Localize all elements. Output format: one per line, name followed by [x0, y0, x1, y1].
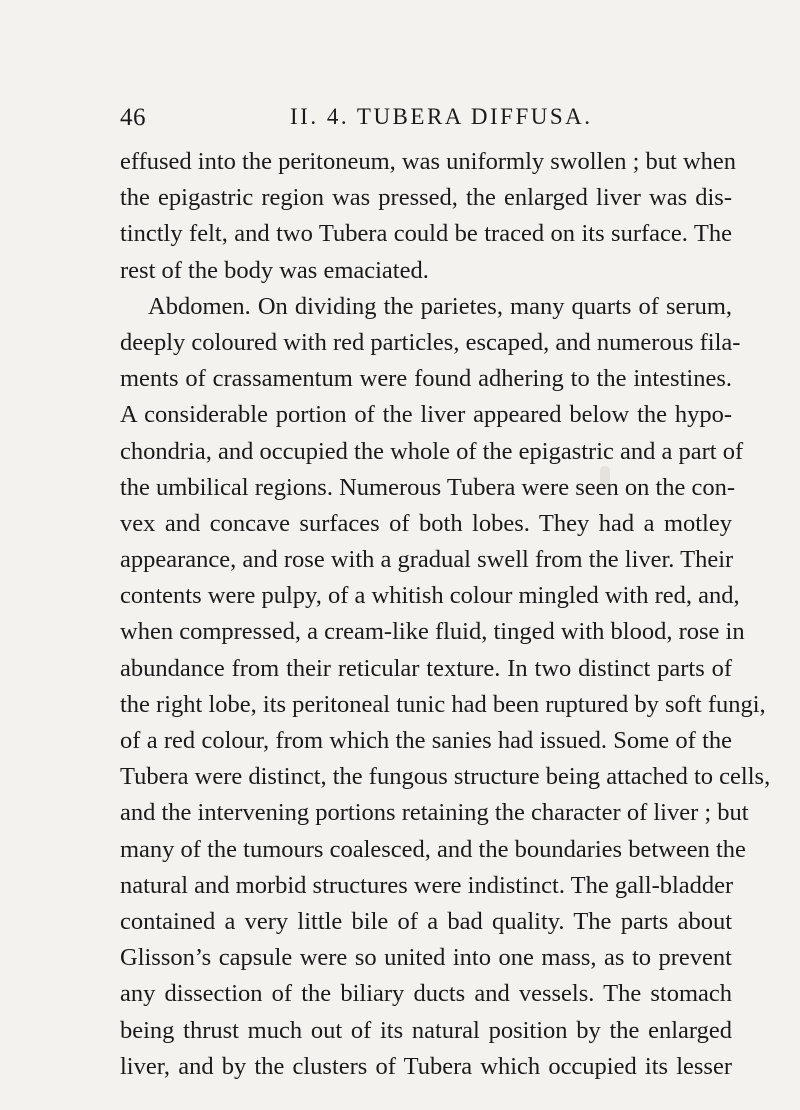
- running-title: II. 4. TUBERA DIFFUSA.: [290, 104, 593, 129]
- text-line: when compressed, a cream-like fluid, tinged with blood, rose in: [120, 618, 745, 646]
- text-line: deeply coloured with red particles, escaped, and numerous fila-: [120, 328, 741, 356]
- text-line: Glisson’s capsule were so united into one mass, as to prevent: [120, 944, 732, 972]
- body-text: [120, 144, 771, 1085]
- text-line: the right lobe, its peritoneal tunic had been ruptured by soft fungi,: [120, 690, 766, 718]
- text-line: of a red colour, from which the sanies had issued. Some of the: [120, 727, 732, 754]
- page-number: 46: [120, 104, 146, 131]
- text-line: abundance from their reticular texture. In two distinct parts of: [120, 654, 732, 682]
- text-line: liver, and by the clusters of Tubera which occupied its lesser: [120, 1052, 732, 1080]
- text-line: effused into the peritoneum, was uniformly swollen ; but when: [120, 148, 737, 175]
- text-line: the epigastric region was pressed, the enlarged liver was dis-: [120, 184, 732, 212]
- text-line: vex and concave surfaces of both lobes. They had a motley: [120, 509, 732, 537]
- text-line: rest of the body was emaciated.: [120, 256, 429, 284]
- text-line: chondria, and occupied the whole of the epigastric and a part of: [120, 437, 744, 465]
- text-line: Tubera were distinct, the fungous structure being attached to cells,: [120, 763, 771, 791]
- text-line: the umbilical regions. Numerous Tubera were seen on the con-: [120, 473, 736, 501]
- running-head: [120, 104, 720, 136]
- paper-blemish: [600, 466, 610, 488]
- text-line: contents were pulpy, of a whitish colour mingled with red, and,: [120, 582, 740, 610]
- text-line: many of the tumours coalesced, and the boundaries between the: [120, 835, 746, 863]
- text-line: ments of crassamentum were found adhering to the intestines.: [120, 365, 732, 393]
- text-line: contained a very little bile of a bad quality. The parts about: [120, 907, 732, 935]
- text-line: being thrust much out of its natural position by the enlarged: [120, 1016, 732, 1044]
- text-line: tinctly felt, and two Tubera could be traced on its surface. The: [120, 220, 732, 248]
- text-line: appearance, and rose with a gradual swell from the liver. Their: [120, 546, 734, 574]
- text-line: and the intervening portions retaining the character of liver ; but: [120, 799, 749, 827]
- text-line: A considerable portion of the liver appeared below the hypo-: [120, 401, 732, 429]
- text-line: any dissection of the biliary ducts and vessels. The stomach: [120, 980, 732, 1008]
- text-line: natural and morbid structures were indistinct. The gall-bladder: [120, 871, 734, 899]
- text-line: Abdomen. On dividing the parietes, many quarts of serum,: [148, 292, 732, 320]
